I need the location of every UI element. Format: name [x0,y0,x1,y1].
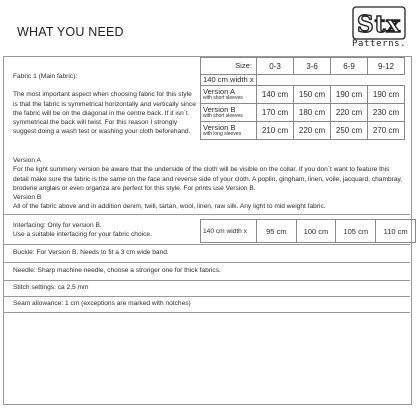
size-header-row [201,58,405,75]
version-a-text: For the light summery version be aware that the underside of the cloth will be visible on the collar. If you don´t want to feature this detail make sure the fabric is the same on the face and reverse side of your cloth. A poplin, gingham, linen, voile, jacquard, chambray, broderie anglais or even organza are perfect for this style. For prints use Version B. [13,166,403,192]
table-cell: 220 cm [294,122,331,140]
table-cell: 250 cm [331,122,368,140]
version-b-text: All of the fabric above and in addition denim, twill, tartan, wool, linen, raw silk. Any light to mid weight fabric. [13,203,326,211]
fabric-intro: The most important aspect when choosing fabric for this style is that the fabric is symmetrical horizontally and vertically since the fabric will be on the diagonal in the centre back. If it isn´t symmetrical the back will twist. For this reason I strongly suggest doing a wash test or washing your cloth beforehand. [13,91,196,136]
table-cell: 150 cm [294,86,331,104]
versions-section [13,156,405,212]
logo-wordmark: Patterns. [352,39,407,49]
divider [4,214,410,215]
fabric-section [13,72,197,137]
table-cell: 95 cm [257,220,296,243]
table-row [201,104,405,122]
divider [4,296,410,297]
table-cell: 110 cm [376,220,416,243]
interfacing-line: Interfacing: Only for version B. [13,222,102,229]
divider [4,244,410,245]
size-column-header: 3-6 [294,58,331,75]
table-cell: 220 cm [331,104,368,122]
width-label: 140 cm width x [201,220,257,243]
table-cell: 190 cm [368,86,405,104]
interfacing-table [200,219,416,243]
table-cell: 170 cm [257,104,294,122]
table-cell: 270 cm [368,122,405,140]
table-cell: 190 cm [331,86,368,104]
size-column-header: 0-3 [257,58,294,75]
table-cell: 230 cm [368,104,405,122]
page-title: WHAT YOU NEED [17,25,124,39]
table-row [201,122,405,140]
version-b-heading: Version B [13,194,42,202]
logo-lettering: Stx [357,11,401,38]
table-cell: 180 cm [294,104,331,122]
buckle-note: Buckle: For Version B. Needs to fit a 3 cm wide band. [13,249,169,256]
divider [4,280,410,281]
version-a-heading: Version A [13,157,41,164]
fabric-size-table [200,57,405,140]
size-column-header: 9-12 [368,58,405,75]
seam-allowance-note: Seam allowance: 1 cm (exceptions are marked with notches) [13,300,191,307]
size-label: Size: [201,58,257,75]
table-cell: 105 cm [336,220,376,243]
table-row [201,86,405,104]
width-row [201,75,405,86]
table-row [201,220,416,243]
width-label: 140 cm width x [201,75,257,86]
divider [4,262,410,263]
row-label: Version A with short sleeves [201,86,257,104]
table-cell: 100 cm [296,220,336,243]
divider [4,312,410,313]
table-cell: 140 cm [257,86,294,104]
row-label: Version B with short sleeves [201,104,257,122]
row-label: Version B with long sleeves [201,122,257,140]
table-cell: 210 cm [257,122,294,140]
stitch-note: Stitch settings: ca 2,5 mm [13,284,89,291]
fabric-heading: Fabric 1 (Main fabric): [13,73,78,80]
size-column-header: 6-9 [331,58,368,75]
interfacing-line: Use a suitable interfacing for your fabric choice. [13,231,152,239]
interfacing-section [13,221,198,240]
needle-note: Needle: Sharp machine needle, choose a stronger one for thick fabrics. [13,267,221,274]
